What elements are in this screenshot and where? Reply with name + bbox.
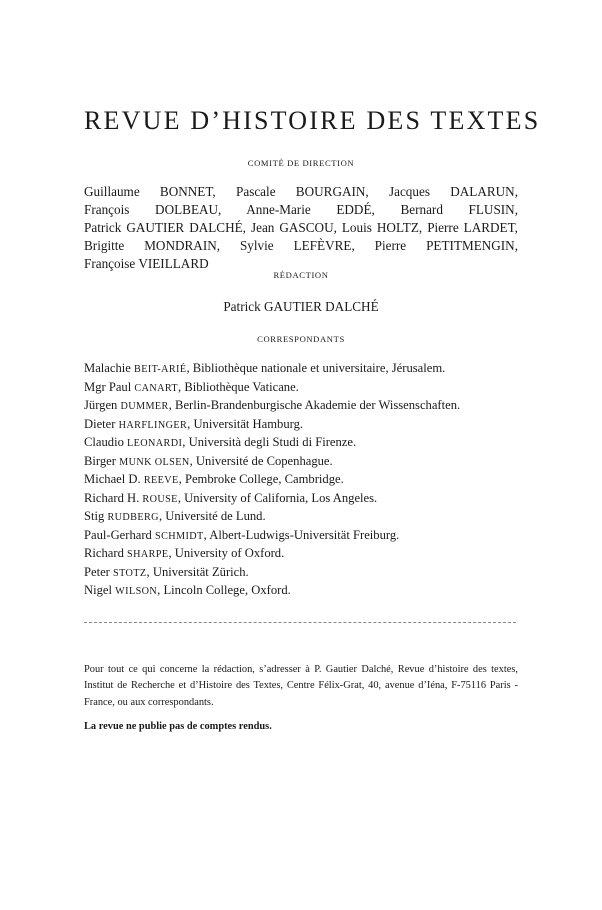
committee-member: Anne-Marie EDDÉ, (246, 202, 375, 217)
correspondent-entry (84, 360, 518, 379)
correspondent-last-name: RUDBERG (107, 512, 159, 523)
correspondent-first-name: Richard (84, 546, 128, 560)
correspondent-affiliation: , Universität Hamburg. (187, 416, 304, 431)
correspondent-entry (84, 397, 518, 416)
correspondent-entry (84, 453, 518, 472)
correspondent-last-name: HARFLINGER (118, 419, 188, 431)
correspondent-last-name: DUMMER (120, 401, 169, 412)
correspondent-affiliation: , Università degli Studi di Firenze. (182, 435, 357, 449)
correspondents-heading: CORRESPONDANTS (257, 334, 345, 344)
correspondent-last-name: SCHMIDT (155, 530, 204, 542)
correspondent-entry (84, 508, 518, 527)
correspondent-first-name: Birger (84, 453, 120, 468)
redaction-heading: RÉDACTION (273, 270, 329, 280)
committee-members (84, 183, 518, 273)
correspondent-affiliation: , Lincoln College, Oxford. (157, 583, 291, 597)
correspondent-first-name: Claudio (84, 435, 128, 449)
dashed-separator (84, 622, 516, 623)
correspondent-last-name: SHARPE (127, 549, 169, 560)
correspondent-first-name: Mgr Paul (84, 379, 135, 394)
correspondent-first-name: Michael D. (84, 472, 144, 486)
correspondent-affiliation: , Bibliothèque nationale et universitaire, Jérusalem. (186, 361, 446, 375)
journal-title: REVUE D’HISTOIRE DES TEXTES (84, 106, 541, 135)
correspondent-entry (84, 545, 518, 564)
committee-member: Françoise VIEILLARD (84, 256, 209, 271)
correspondent-last-name: LEONARDI (127, 438, 183, 449)
correspondent-entry (84, 564, 518, 583)
correspondent-affiliation: , Université de Lund. (158, 509, 266, 523)
correspondent-last-name: WILSON (115, 586, 158, 597)
committee-member: Guillaume BONNET, (84, 184, 216, 199)
correspondent-first-name: Nigel (84, 583, 116, 597)
correspondent-affiliation: , Université de Copenhague. (189, 453, 333, 468)
committee-member: Brigitte MONDRAIN, (84, 238, 221, 253)
correspondent-first-name: Jürgen (84, 398, 121, 412)
correspondent-affiliation: , Berlin-Brandenburgische Akademie der Wissenschaften. (168, 398, 461, 412)
redaction-editor: Patrick GAUTIER DALCHÉ (223, 299, 379, 314)
correspondent-last-name: MUNK OLSEN (119, 456, 190, 468)
correspondent-entry (84, 471, 518, 490)
correspondent-affiliation: , University of Oxford. (168, 546, 285, 560)
address-paragraph: Pour tout ce qui concerne la rédaction, s’adresser à P. Gautier Dalché, Revue d’histoire des textes, Institut de Recherche et d’Histoire des Textes, Centre Félix-Grat, 40, avenue d’Iéna, F-75116 Paris - France, ou aux correspondants. (84, 664, 518, 708)
correspondent-affiliation: , Pembroke College, Cambridge. (178, 472, 344, 486)
committee-member: Pascale BOURGAIN, (236, 184, 369, 199)
correspondent-last-name: REEVE (143, 475, 179, 486)
committee-heading: COMITÉ DE DIRECTION (247, 158, 355, 168)
correspondents-list (84, 360, 518, 601)
correspondent-entry (84, 379, 518, 398)
committee-member: Pierre PETITMENGIN, (374, 238, 519, 253)
correspondent-first-name: Richard H. (84, 490, 143, 505)
committee-member: Jacques DALARUN, (388, 184, 519, 199)
correspondent-last-name: ROUSE (142, 493, 178, 505)
correspondent-entry (84, 416, 518, 435)
correspondent-entry (84, 527, 518, 546)
correspondent-affiliation: , Albert-Ludwigs-Universität Freiburg. (203, 527, 400, 542)
correspondent-last-name: STOTZ (113, 567, 147, 579)
committee-member: François DOLBEAU, (84, 202, 222, 217)
correspondent-last-name: BEIT-ARIÉ (134, 364, 187, 375)
correspondent-first-name: Malachie (84, 361, 134, 375)
correspondent-first-name: Stig (84, 509, 108, 523)
no-reviews-notice: La revue ne publie pas de comptes rendus. (84, 721, 272, 732)
correspondent-affiliation: , Bibliothèque Vaticane. (178, 379, 299, 394)
committee-member: Pierre LARDET, (427, 220, 518, 235)
correspondent-first-name: Peter (84, 564, 114, 579)
correspondent-last-name: CANART (134, 382, 179, 394)
correspondent-first-name: Paul-Gerhard (84, 527, 155, 542)
correspondent-entry (84, 582, 518, 601)
committee-member: Patrick GAUTIER DALCHÉ, (84, 220, 246, 235)
correspondent-entry (84, 434, 518, 453)
correspondent-first-name: Dieter (84, 416, 119, 431)
committee-member: Jean GASCOU, (250, 220, 337, 235)
committee-member: Bernard FLUSIN, (400, 202, 519, 217)
correspondent-entry (84, 490, 518, 509)
committee-member: Sylvie LEFÈVRE, (239, 238, 355, 253)
correspondent-affiliation: , Universität Zürich. (146, 564, 249, 579)
correspondent-affiliation: , University of California, Los Angeles. (177, 490, 378, 505)
committee-member: Louis HOLTZ, (341, 220, 423, 235)
